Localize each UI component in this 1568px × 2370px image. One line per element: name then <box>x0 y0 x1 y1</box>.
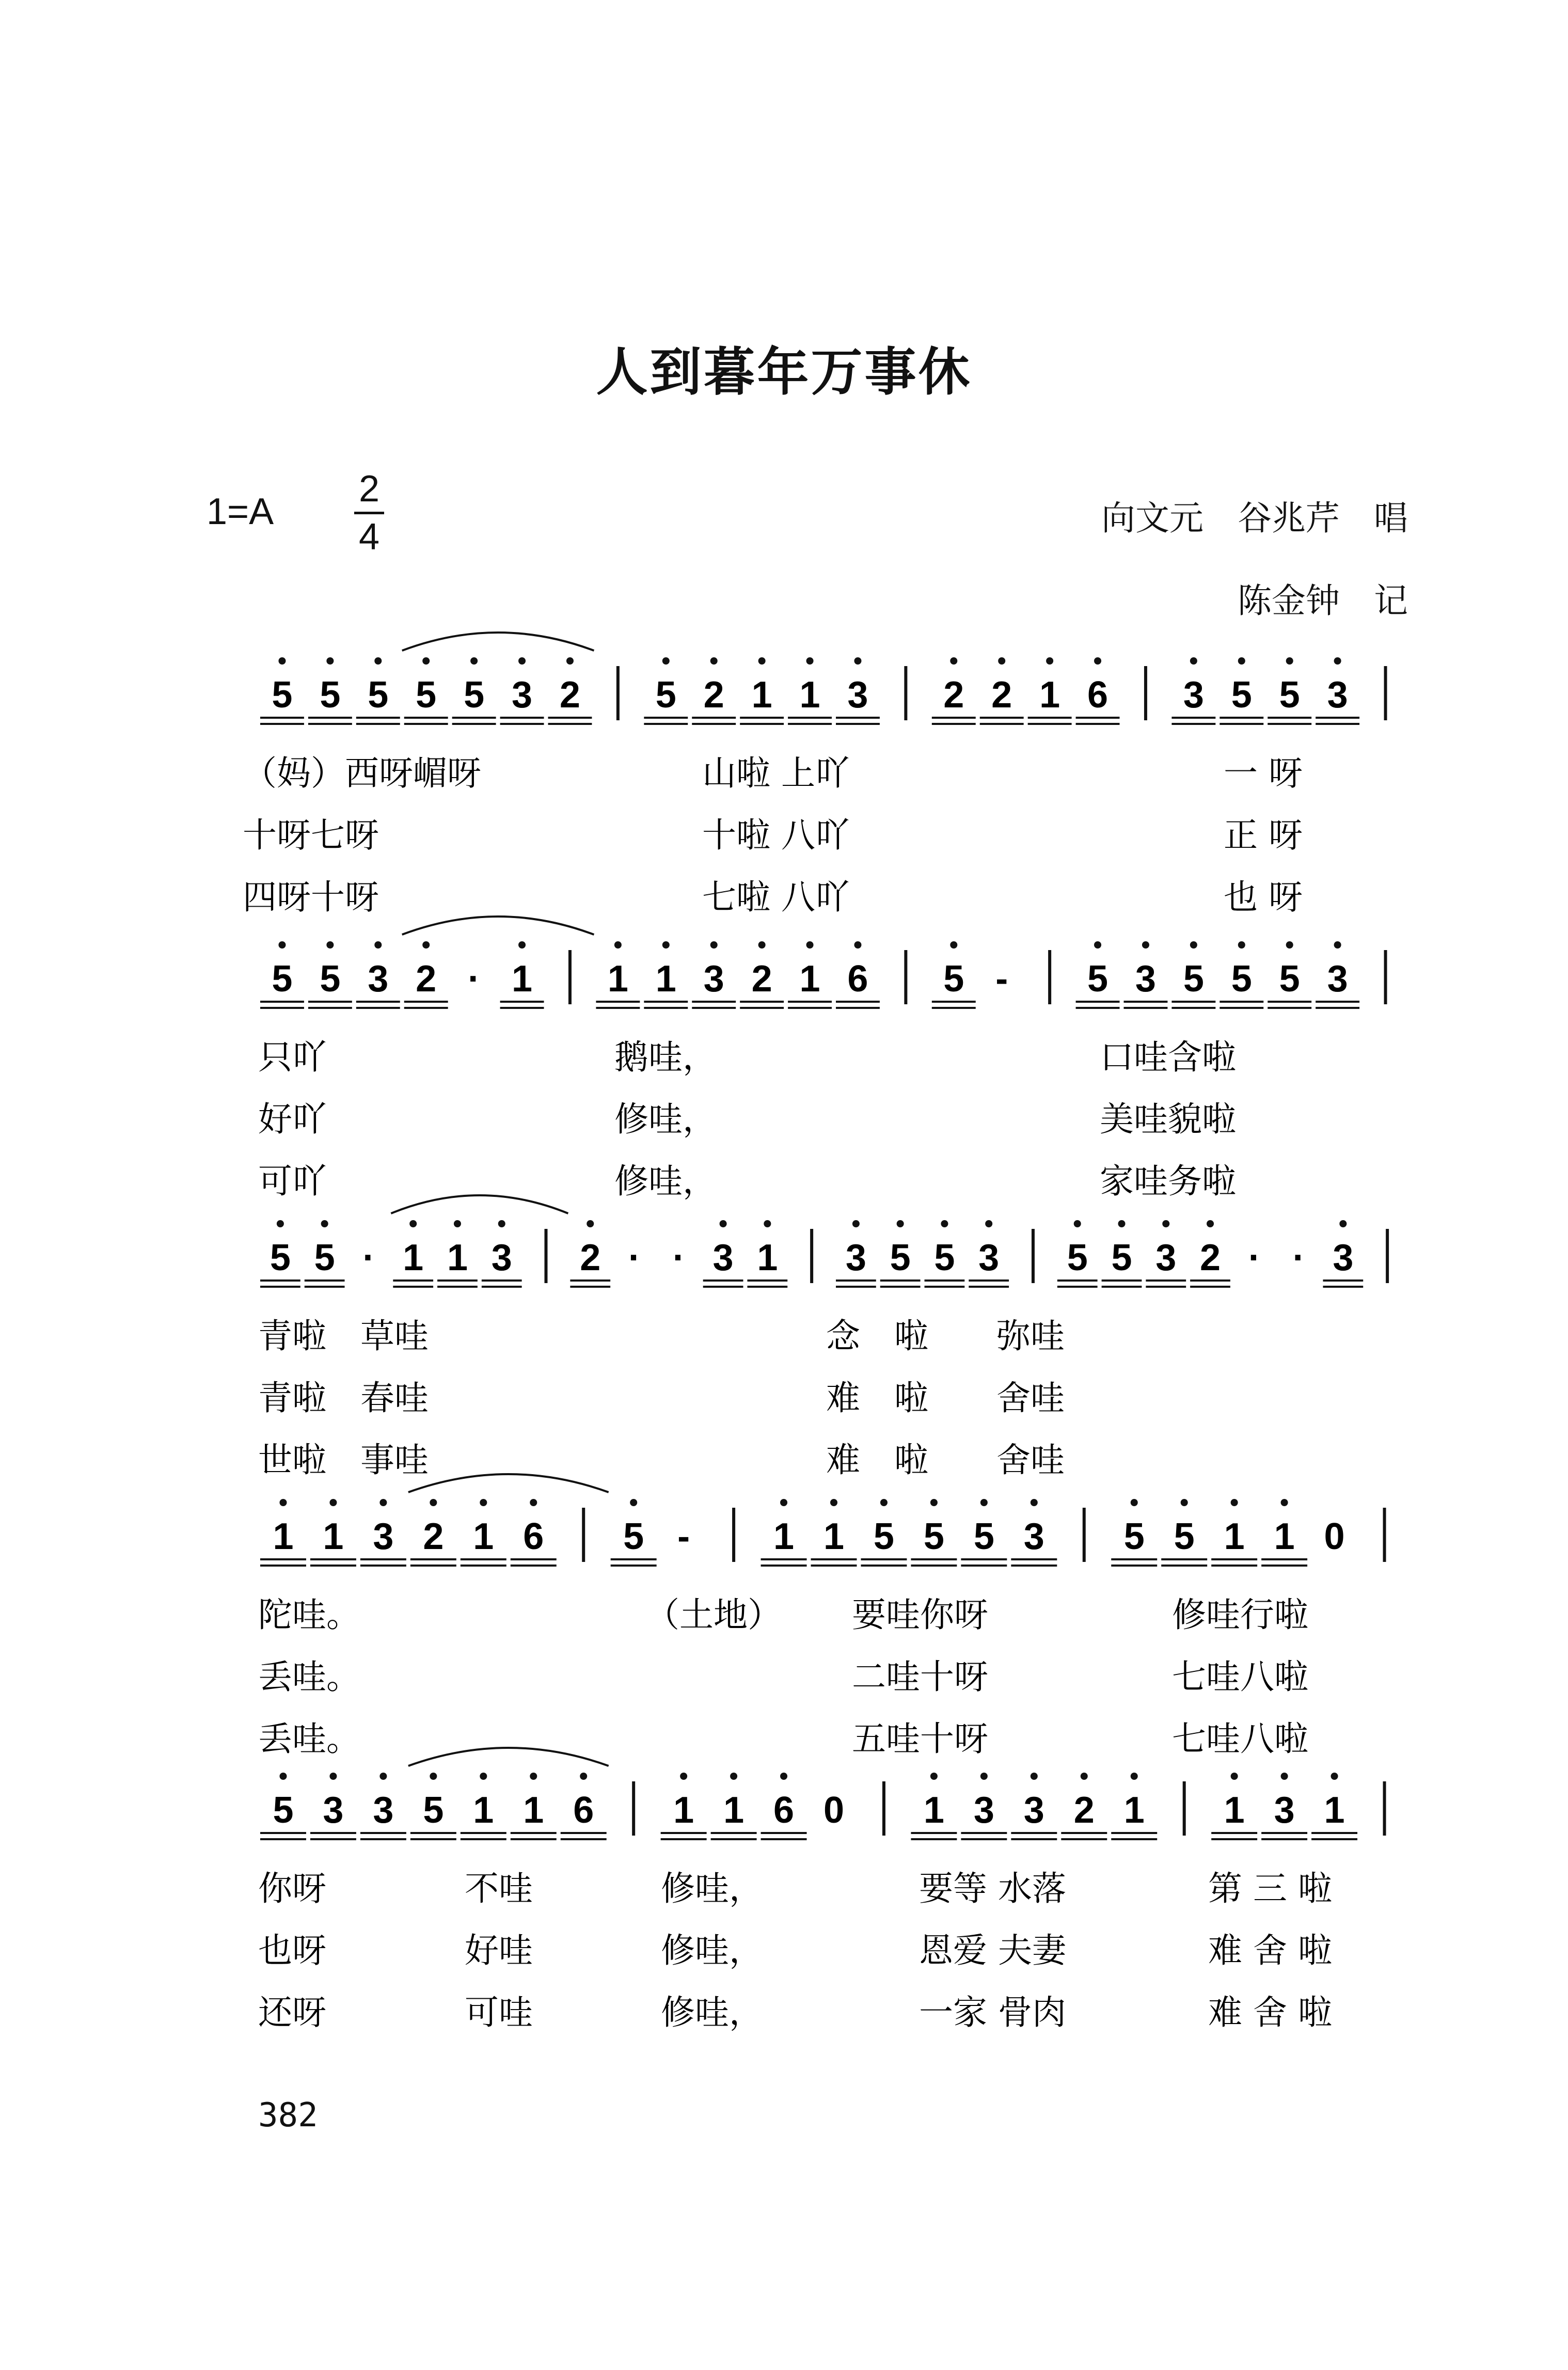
octave-dot <box>950 941 957 949</box>
note: 3 <box>1274 1790 1295 1831</box>
note: 3 <box>973 1790 994 1831</box>
lyric: 青啦 草哇 <box>258 1316 429 1356</box>
note: 1 <box>751 674 772 716</box>
lyric: （土地） <box>645 1595 782 1635</box>
octave-dot <box>998 657 1005 665</box>
lyric: 好哇 <box>465 1931 533 1970</box>
octave-dot <box>780 1499 787 1506</box>
lyric: 修哇， <box>661 1931 763 1970</box>
lyric: 修哇行啦 <box>1172 1595 1308 1635</box>
lyric: 青啦 春哇 <box>258 1378 429 1418</box>
note: 1 <box>1039 674 1060 716</box>
lyric: 一家 骨肉 <box>919 1993 1066 2032</box>
note: 2 <box>751 958 772 1000</box>
note: 5 <box>1067 1237 1088 1278</box>
octave-dot <box>566 657 574 665</box>
octave-dot <box>1162 1220 1169 1227</box>
note: · <box>672 1237 685 1278</box>
lyric: 陀哇。 <box>258 1595 360 1635</box>
note: 1 <box>799 958 820 1000</box>
slur <box>408 1748 609 1766</box>
lyric: 念 啦 弥哇 <box>826 1316 1065 1356</box>
note: 1 <box>473 1790 494 1831</box>
lyric: 可吖 <box>258 1161 326 1201</box>
octave-dot <box>930 1499 938 1506</box>
lyric: 二哇十呀 <box>852 1657 988 1697</box>
octave-dot <box>1094 941 1101 949</box>
octave-dot <box>480 1773 487 1780</box>
note: 1 <box>655 958 676 1000</box>
note: 3 <box>845 1237 866 1278</box>
note: 5 <box>1174 1516 1195 1557</box>
note: 3 <box>1023 1790 1044 1831</box>
note: 5 <box>1231 674 1252 716</box>
slur <box>402 633 594 651</box>
note: · <box>362 1237 375 1278</box>
octave-dot <box>379 1499 387 1506</box>
octave-dot <box>279 1773 287 1780</box>
octave-dot <box>1094 657 1101 665</box>
octave-dot <box>1142 941 1149 949</box>
note: 1 <box>512 958 533 1000</box>
note: 1 <box>473 1516 494 1557</box>
note: 0 <box>1324 1516 1345 1557</box>
note: 5 <box>273 1790 294 1831</box>
octave-dot <box>422 657 430 665</box>
note: 1 <box>757 1237 778 1278</box>
slur <box>402 917 594 935</box>
note: 3 <box>978 1237 1000 1278</box>
octave-dot <box>278 941 286 949</box>
octave-dot <box>1118 1220 1126 1227</box>
lyric: 也呀 <box>258 1931 326 1970</box>
octave-dot <box>1190 657 1197 665</box>
meter-top: 2 <box>358 468 380 510</box>
octave-dot <box>518 941 526 949</box>
note: 5 <box>890 1237 911 1278</box>
octave-dot <box>941 1220 948 1227</box>
octave-dot <box>321 1220 328 1227</box>
note: 2 <box>423 1516 444 1557</box>
note: 3 <box>1135 958 1156 1000</box>
octave-dot <box>329 1773 337 1780</box>
page-number: 382 <box>258 2096 318 2135</box>
octave-dot <box>279 1499 287 1506</box>
octave-dot <box>1046 657 1053 665</box>
note: 3 <box>1183 674 1204 716</box>
lyric: 不哇 <box>465 1869 533 1908</box>
note: 2 <box>1200 1237 1221 1278</box>
slur <box>408 1474 609 1492</box>
note: 1 <box>1123 1790 1145 1831</box>
note: 3 <box>1327 674 1348 716</box>
lyric: 鹅哇， <box>614 1037 717 1077</box>
octave-dot <box>1231 1499 1238 1506</box>
note: 3 <box>1155 1237 1177 1278</box>
octave-dot <box>454 1220 461 1227</box>
octave-dot <box>662 941 670 949</box>
octave-dot <box>710 941 718 949</box>
note: 3 <box>323 1790 344 1831</box>
note: 5 <box>270 1237 291 1278</box>
note: 3 <box>847 674 868 716</box>
key-signature: 1=A <box>207 491 274 532</box>
octave-dot <box>329 1499 337 1506</box>
lyric: 修哇， <box>661 1869 763 1908</box>
octave-dot <box>764 1220 771 1227</box>
octave-dot <box>1334 941 1341 949</box>
lyric: 要等 水落 <box>919 1869 1066 1908</box>
octave-dot <box>1281 1499 1288 1506</box>
note: 5 <box>1087 958 1108 1000</box>
octave-dot <box>980 1499 988 1506</box>
octave-dot <box>806 657 814 665</box>
note: - <box>677 1516 690 1557</box>
octave-dot <box>662 657 670 665</box>
note: 5 <box>923 1516 944 1557</box>
note: 3 <box>368 958 389 1000</box>
note: 1 <box>723 1790 745 1831</box>
octave-dot <box>326 657 334 665</box>
note: 2 <box>943 674 964 716</box>
note: - <box>995 958 1008 1000</box>
lyric: 修哇， <box>614 1161 717 1201</box>
note: 1 <box>273 1516 294 1557</box>
lyric: 要哇你呀 <box>852 1595 988 1635</box>
note: 5 <box>934 1237 955 1278</box>
octave-dot <box>980 1773 988 1780</box>
octave-dot <box>830 1499 837 1506</box>
slur <box>391 1195 568 1213</box>
note: 5 <box>873 1516 894 1557</box>
lyric: 难 啦 舍哇 <box>826 1440 1065 1480</box>
octave-dot <box>720 1220 727 1227</box>
note: 2 <box>991 674 1012 716</box>
lyric: 难 啦 舍哇 <box>826 1378 1065 1418</box>
note: 5 <box>314 1237 335 1278</box>
octave-dot <box>806 941 814 949</box>
octave-dot <box>780 1773 787 1780</box>
octave-dot <box>897 1220 904 1227</box>
lyric: 难 舍 啦 <box>1208 1931 1332 1970</box>
note: 1 <box>773 1516 795 1557</box>
note: · <box>628 1237 641 1278</box>
octave-dot <box>930 1773 938 1780</box>
lyric: 一 呀 <box>1224 753 1303 793</box>
lyric: 五哇十呀 <box>852 1719 988 1759</box>
note: 3 <box>1327 958 1348 1000</box>
note: 2 <box>580 1237 601 1278</box>
octave-dot <box>730 1773 737 1780</box>
meter-bottom: 4 <box>358 516 380 558</box>
lyric: 七啦 八吖 <box>702 877 849 917</box>
octave-dot <box>1334 657 1341 665</box>
note: · <box>1292 1237 1305 1278</box>
lyric: 第 三 啦 <box>1208 1869 1332 1908</box>
song-title: 人到暮年万事休 <box>596 342 972 402</box>
note: 3 <box>373 1516 394 1557</box>
note: 6 <box>847 958 868 1000</box>
note: 1 <box>673 1790 694 1831</box>
note: 5 <box>1111 1237 1132 1278</box>
octave-dot <box>1286 657 1293 665</box>
note: 3 <box>703 958 724 1000</box>
octave-dot <box>1081 1773 1088 1780</box>
octave-dot <box>880 1499 888 1506</box>
octave-dot <box>379 1773 387 1780</box>
note: 5 <box>1279 958 1300 1000</box>
note: 5 <box>655 674 676 716</box>
note: 1 <box>323 1516 344 1557</box>
octave-dot <box>758 941 766 949</box>
octave-dot <box>518 657 526 665</box>
octave-dot <box>854 941 861 949</box>
octave-dot <box>710 657 718 665</box>
lyric: 十呀七呀 <box>243 815 379 855</box>
note: 2 <box>559 674 580 716</box>
octave-dot <box>985 1220 992 1227</box>
octave-dot <box>480 1499 487 1506</box>
note: 1 <box>923 1790 944 1831</box>
octave-dot <box>374 941 382 949</box>
lyric: 好吖 <box>258 1099 326 1139</box>
lyric: 修哇， <box>661 1993 763 2032</box>
octave-dot <box>530 1773 537 1780</box>
lyric: 口哇含啦 <box>1100 1037 1236 1077</box>
octave-dot <box>1231 1773 1238 1780</box>
note: 5 <box>464 674 485 716</box>
note: 2 <box>703 674 724 716</box>
octave-dot <box>1031 1499 1038 1506</box>
note: 1 <box>403 1237 424 1278</box>
octave-dot <box>430 1773 437 1780</box>
note: 2 <box>416 958 437 1000</box>
note: · <box>468 958 481 1000</box>
note: 3 <box>1023 1516 1044 1557</box>
octave-dot <box>630 1499 637 1506</box>
octave-dot <box>422 941 430 949</box>
octave-dot <box>1331 1773 1338 1780</box>
lyric: 修哇， <box>614 1099 717 1139</box>
note: 3 <box>512 674 533 716</box>
octave-dot <box>1286 941 1293 949</box>
note: 5 <box>973 1516 994 1557</box>
note: 1 <box>1274 1516 1295 1557</box>
lyric: （妈）西呀嵋呀 <box>243 753 481 793</box>
octave-dot <box>587 1220 594 1227</box>
octave-dot <box>430 1499 437 1506</box>
note: 5 <box>1279 674 1300 716</box>
lyric: 恩爱 夫妻 <box>919 1931 1066 1970</box>
note: · <box>1248 1237 1261 1278</box>
octave-dot <box>1181 1499 1188 1506</box>
octave-dot <box>758 657 766 665</box>
lyric: 也 呀 <box>1224 877 1303 917</box>
note: 6 <box>523 1516 544 1557</box>
octave-dot <box>326 941 334 949</box>
lyric: 只吖 <box>258 1037 326 1077</box>
lyric: 七哇八啦 <box>1172 1719 1308 1759</box>
octave-dot <box>470 657 478 665</box>
note: 5 <box>320 674 341 716</box>
note: 6 <box>1087 674 1108 716</box>
octave-dot <box>530 1499 537 1506</box>
octave-dot <box>1131 1499 1138 1506</box>
note: 5 <box>623 1516 644 1557</box>
note: 5 <box>416 674 437 716</box>
lyric: 山啦 上吖 <box>702 753 849 793</box>
lyric: 丢哇。 <box>258 1719 360 1759</box>
lyric: 正 呀 <box>1224 815 1303 855</box>
note: 5 <box>943 958 964 1000</box>
note: 5 <box>1183 958 1204 1000</box>
lyric: 十啦 八吖 <box>702 815 849 855</box>
octave-dot <box>854 657 861 665</box>
note: 5 <box>272 674 293 716</box>
note: 1 <box>823 1516 845 1557</box>
recorder-credit: 陈金钟 记 <box>1238 581 1408 621</box>
note: 1 <box>1224 1790 1245 1831</box>
note: 5 <box>272 958 293 1000</box>
note: 5 <box>368 674 389 716</box>
note: 5 <box>1123 1516 1145 1557</box>
lyric: 丢哇。 <box>258 1657 360 1697</box>
lyric: 家哇务啦 <box>1100 1161 1236 1201</box>
note: 1 <box>607 958 628 1000</box>
octave-dot <box>1074 1220 1081 1227</box>
lyric: 还呀 <box>258 1993 326 2032</box>
note: 0 <box>823 1790 845 1831</box>
singers-credit: 向文元 谷兆芹 唱 <box>1101 498 1408 538</box>
octave-dot <box>1281 1773 1288 1780</box>
octave-dot <box>852 1220 860 1227</box>
lyric: 世啦 事哇 <box>258 1440 429 1480</box>
lyric: 难 舍 啦 <box>1208 1993 1332 2032</box>
octave-dot <box>1031 1773 1038 1780</box>
lyric: 四呀十呀 <box>243 877 379 917</box>
note: 6 <box>773 1790 795 1831</box>
octave-dot <box>1339 1220 1347 1227</box>
note: 1 <box>523 1790 544 1831</box>
octave-dot <box>374 657 382 665</box>
note: 5 <box>1231 958 1252 1000</box>
note: 3 <box>1333 1237 1354 1278</box>
note: 1 <box>447 1237 468 1278</box>
note: 5 <box>423 1790 444 1831</box>
note: 3 <box>373 1790 394 1831</box>
note: 1 <box>1224 1516 1245 1557</box>
octave-dot <box>680 1773 687 1780</box>
octave-dot <box>498 1220 505 1227</box>
note: 6 <box>573 1790 594 1831</box>
octave-dot <box>1238 941 1245 949</box>
lyric: 你呀 <box>258 1869 326 1908</box>
lyric: 美哇貌啦 <box>1100 1099 1236 1139</box>
note: 1 <box>1324 1790 1345 1831</box>
note: 3 <box>712 1237 734 1278</box>
octave-dot <box>580 1773 587 1780</box>
note: 1 <box>799 674 820 716</box>
octave-dot <box>277 1220 284 1227</box>
octave-dot <box>950 657 957 665</box>
octave-dot <box>409 1220 417 1227</box>
lyric: 七哇八啦 <box>1172 1657 1308 1697</box>
octave-dot <box>1207 1220 1214 1227</box>
lyric: 可哇 <box>465 1993 533 2032</box>
note: 5 <box>320 958 341 1000</box>
note: 3 <box>491 1237 512 1278</box>
octave-dot <box>1190 941 1197 949</box>
octave-dot <box>278 657 286 665</box>
octave-dot <box>1131 1773 1138 1780</box>
octave-dot <box>614 941 622 949</box>
note: 2 <box>1073 1790 1095 1831</box>
octave-dot <box>1238 657 1245 665</box>
